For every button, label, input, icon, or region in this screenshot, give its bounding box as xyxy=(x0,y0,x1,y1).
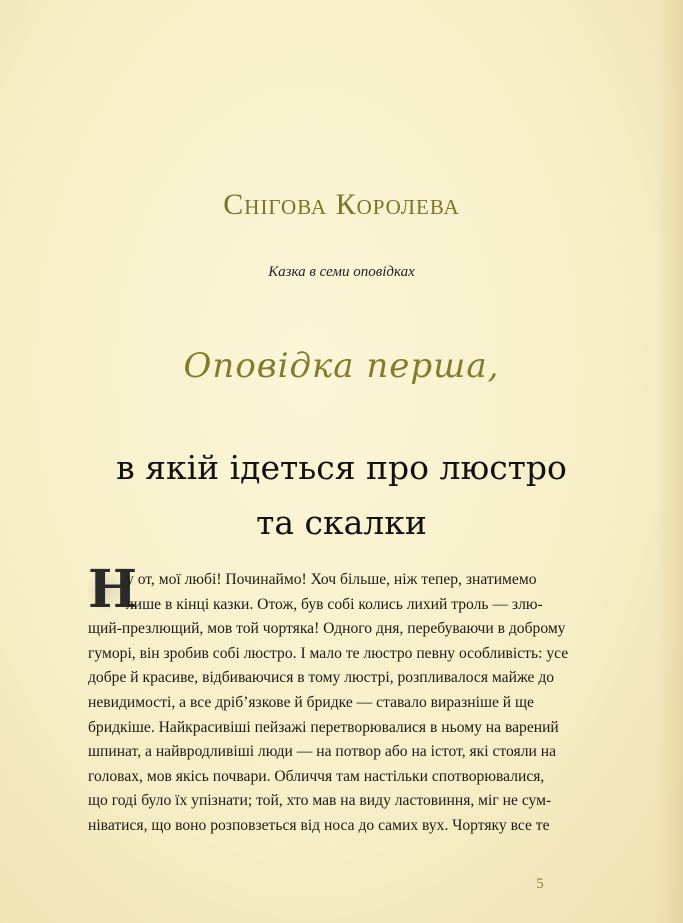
body-line-11: ніватися, що воно розповзеться від носа до самих вух. Чортяку все те xyxy=(88,816,550,834)
body-line-9: головах, мов якісь почвари. Обличчя там настільки спотворювалися, xyxy=(88,767,545,785)
chapter-heading-line-1: в якій ідеться про люстро xyxy=(116,448,567,487)
body-line-3: щий-презлющий, мов той чортяка! Одного дня, перебуваючи в доброму xyxy=(88,620,566,638)
chapter-label: Оповідка перша, xyxy=(183,346,500,386)
body-paragraph xyxy=(88,568,616,839)
body-line-4: гуморі, він зробив собі люстро. І мало те люстро певну особливість: усе xyxy=(88,644,569,662)
body-line-2: лише в кінці казки. Отож, був собі колись лихий троль — злю- xyxy=(126,595,543,613)
body-line-1: у от, мої любі! Починаймо! Хоч більше, ніж тепер, знатимемо xyxy=(126,571,537,588)
body-line-8: шпинат, а найвродливіші люди — на потвор або на істот, які стояли на xyxy=(88,743,556,761)
book-subtitle: Казка в семи оповідках xyxy=(268,264,415,280)
chapter-heading xyxy=(0,440,683,550)
body-line-7: бридкіше. Найкрасивіші пейзажі перетворювалися в ньому на варений xyxy=(88,718,559,736)
page-number: 5 xyxy=(536,876,544,892)
body-line-5: добре й красиве, відбиваючися в тому люстрі, розпливалося майже до xyxy=(88,669,555,687)
drop-cap-letter: Н xyxy=(88,559,138,620)
book-title: Снігова Королева xyxy=(223,188,460,221)
body-line-6: невидимості, а все дріб’язкове й бридке — ставало виразніше й ще xyxy=(88,693,534,711)
body-line-10: що годі було їх упізнати; той, хто мав на виду ластовиння, міг не сум- xyxy=(88,792,552,810)
chapter-heading-line-2: та скалки xyxy=(256,503,427,542)
